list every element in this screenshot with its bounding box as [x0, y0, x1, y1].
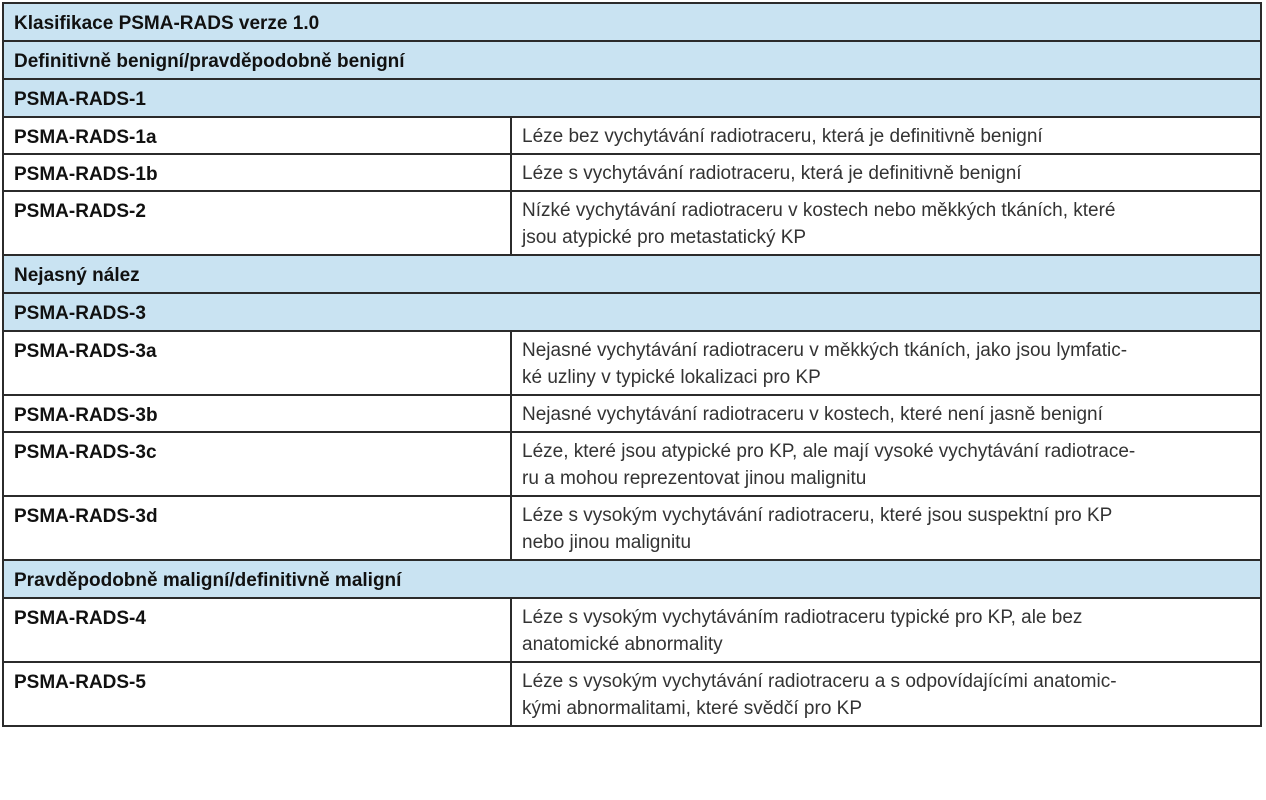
category-code: PSMA-RADS-2: [3, 191, 511, 255]
section-row: [3, 255, 1261, 293]
table-row: [3, 662, 1261, 726]
table-row: [3, 117, 1261, 154]
title-row: [3, 3, 1261, 41]
description-line: Léze, které jsou atypické pro KP, ale mají vysoké vychytávání radiotrace-: [522, 441, 1136, 462]
category-code: PSMA-RADS-5: [3, 662, 511, 726]
section-label: PSMA-RADS-1: [3, 79, 1261, 117]
category-description: [511, 598, 1261, 662]
category-description: [511, 395, 1261, 432]
table-row: [3, 154, 1261, 191]
table-row: [3, 395, 1261, 432]
description-line: ru a mohou reprezentovat jinou malignitu: [522, 468, 867, 489]
category-description: [511, 117, 1261, 154]
category-code: PSMA-RADS-4: [3, 598, 511, 662]
section-label: Pravděpodobně maligní/definitivně maligní: [3, 560, 1261, 598]
description-line: Nízké vychytávání radiotraceru v kostech nebo měkkých tkáních, které: [522, 200, 1116, 221]
category-code: PSMA-RADS-3b: [3, 395, 511, 432]
description-line: ké uzliny v typické lokalizaci pro KP: [522, 367, 821, 388]
table-row: [3, 331, 1261, 395]
category-code: PSMA-RADS-3a: [3, 331, 511, 395]
description-line: Léze s vysokým vychytávání radiotraceru a s odpovídajícími anatomic-: [522, 671, 1117, 692]
section-row: [3, 79, 1261, 117]
description-line: anatomické abnormality: [522, 634, 723, 655]
section-row: [3, 560, 1261, 598]
description-line: Léze s vychytávání radiotraceru, která je definitivně benigní: [522, 163, 1022, 184]
description-line: kými abnormalitami, které svědčí pro KP: [522, 698, 863, 719]
category-code: PSMA-RADS-1b: [3, 154, 511, 191]
description-line: Léze s vysokým vychytáváním radiotraceru typické pro KP, ale bez: [522, 607, 1083, 628]
section-label: Definitivně benigní/pravděpodobně benigní: [3, 41, 1261, 79]
category-description: [511, 496, 1261, 560]
category-description: [511, 191, 1261, 255]
table-row: [3, 432, 1261, 496]
description-line: Nejasné vychytávání radiotraceru v měkkých tkáních, jako jsou lymfatic-: [522, 340, 1128, 361]
psma-rads-table: [2, 2, 1262, 727]
category-code: PSMA-RADS-1a: [3, 117, 511, 154]
category-code: PSMA-RADS-3c: [3, 432, 511, 496]
description-line: nebo jinou malignitu: [522, 532, 692, 553]
description-line: Léze s vysokým vychytávání radiotraceru, které jsou suspektní pro KP: [522, 505, 1113, 526]
table-row: [3, 598, 1261, 662]
section-row: [3, 41, 1261, 79]
table-body: [3, 3, 1261, 726]
section-row: [3, 293, 1261, 331]
category-description: [511, 662, 1261, 726]
description-line: Léze bez vychytávání radiotraceru, která je definitivně benigní: [522, 126, 1043, 147]
category-code: PSMA-RADS-3d: [3, 496, 511, 560]
description-line: Nejasné vychytávání radiotraceru v kostech, které není jasně benigní: [522, 404, 1103, 425]
table-title: Klasifikace PSMA-RADS verze 1.0: [3, 3, 1261, 41]
description-line: jsou atypické pro metastatický KP: [522, 227, 807, 248]
category-description: [511, 331, 1261, 395]
section-label: PSMA-RADS-3: [3, 293, 1261, 331]
category-description: [511, 432, 1261, 496]
table-row: [3, 496, 1261, 560]
table-row: [3, 191, 1261, 255]
section-label: Nejasný nález: [3, 255, 1261, 293]
category-description: [511, 154, 1261, 191]
